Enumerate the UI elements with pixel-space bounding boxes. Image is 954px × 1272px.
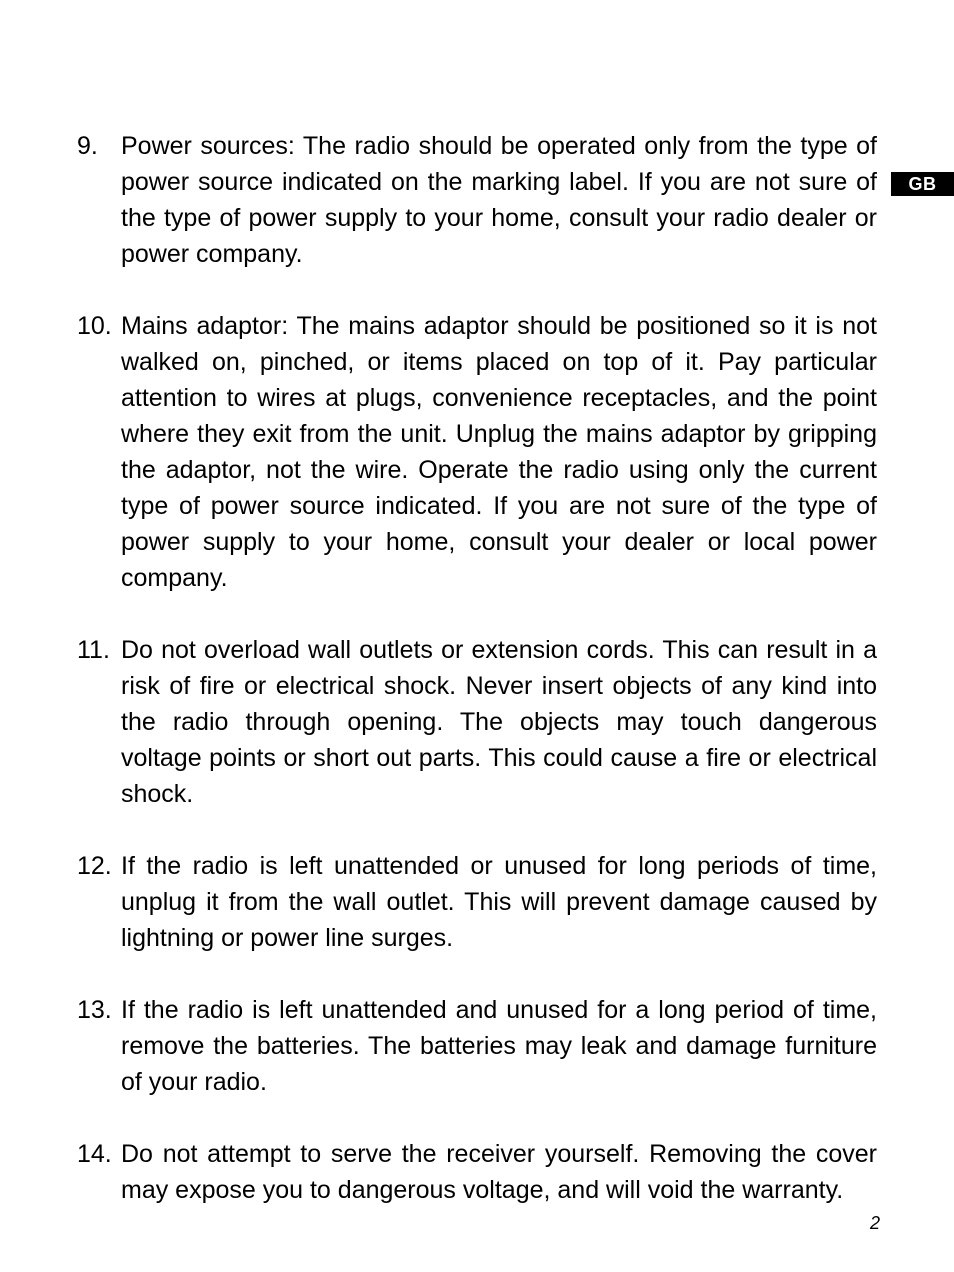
item-number: 13.: [77, 996, 112, 1024]
item-text: Power sources: The radio should be operated only from the type of power source indicated on the marking label. If you are not sure of the type of power supply to your home, consult your radio dealer or power company.: [121, 132, 877, 268]
item-number: 12.: [77, 852, 112, 880]
item-number: 10.: [77, 312, 112, 340]
language-tab: GB: [891, 172, 954, 196]
list-item: [77, 632, 877, 812]
list-item: [77, 992, 877, 1100]
item-text: If the radio is left unattended and unused for a long period of time, remove the batteries. The batteries may leak and damage furniture of your radio.: [121, 996, 877, 1096]
item-text: Mains adaptor: The mains adaptor should be positioned so it is not walked on, pinched, or items placed on top of it. Pay particular attention to wires at plugs, convenience receptacles, and the point where they exit from the unit. Unplug the mains adaptor by gripping the adaptor, not the wire. Operate the radio using only the current type of power source indicated. If you are not sure of the type of power supply to your home, consult your dealer or local power company.: [121, 312, 877, 592]
item-text: Do not overload wall outlets or extension cords. This can result in a risk of fire or electrical shock. Never insert objects of any kind into the radio through opening. The objects may touch dangerous voltage points or short out parts. This could cause a fire or electrical shock.: [121, 636, 877, 808]
item-number: 9.: [77, 132, 98, 160]
page-number: 2: [870, 1213, 881, 1233]
item-text: If the radio is left unattended or unused for long periods of time, unplug it from the wall outlet. This will prevent damage caused by lightning or power line surges.: [121, 852, 877, 952]
list-item: [77, 128, 877, 272]
item-number: 14.: [77, 1140, 112, 1168]
list-item: [77, 1136, 877, 1208]
item-number: 11.: [77, 636, 110, 664]
item-text: Do not attempt to serve the receiver yourself. Removing the cover may expose you to dangerous voltage, and will void the warranty.: [121, 1140, 877, 1204]
list-item: [77, 848, 877, 956]
safety-instructions-list: [77, 128, 877, 1208]
list-item: [77, 308, 877, 596]
